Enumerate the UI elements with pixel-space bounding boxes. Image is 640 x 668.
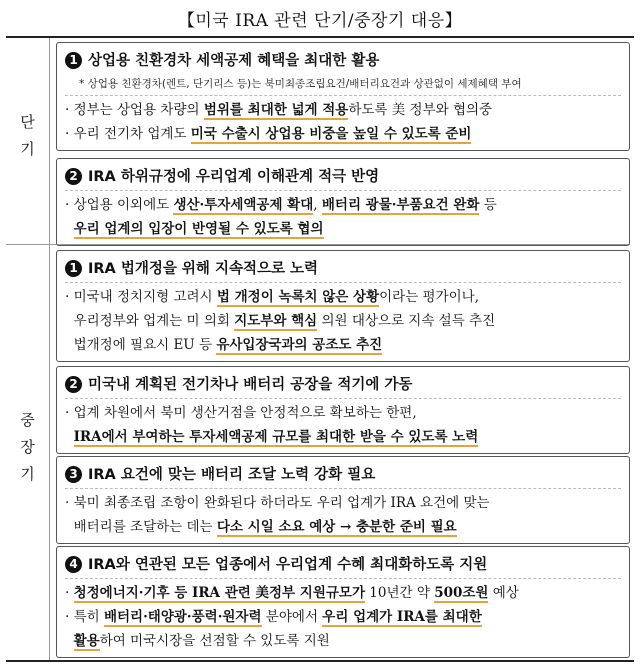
heading-text: IRA와 연관된 모든 업종에서 우리업계 수혜 최대화하도록 지원 bbox=[88, 557, 488, 573]
highlighted-text: 다소 시일 소요 예상 → 충분한 준비 필요 bbox=[216, 519, 457, 535]
bullet-text: · 정부는 상업용 차량의 bbox=[65, 102, 204, 118]
bullet-text bbox=[65, 221, 74, 237]
section-box bbox=[56, 250, 630, 362]
bullet-text: · 업계 차원에서 북미 생산거점을 안정적으로 확보하는 한편, bbox=[65, 405, 417, 421]
bullet-line bbox=[65, 581, 621, 605]
number-badge: 1 bbox=[65, 260, 82, 277]
section-heading bbox=[65, 463, 621, 484]
highlighted-text: 우리 업계의 입장이 반영될 수 있도록 협의 bbox=[73, 221, 324, 237]
highlighted-text: 배터리·태양광·풍력·원자력 bbox=[103, 609, 262, 625]
bullet-text: 10년간 약 bbox=[365, 585, 435, 601]
highlighted-text: 배터리 광물·부품요건 완화 bbox=[321, 197, 480, 213]
highlighted-text: 생산·투자세액공제 확대 bbox=[173, 197, 314, 213]
bullet-text: , bbox=[313, 197, 322, 213]
bullet-text: · 우리 전기차 업계도 bbox=[65, 126, 191, 142]
bullet-text: 법개정에 필요시 EU 등 bbox=[65, 337, 217, 353]
section-heading bbox=[65, 257, 621, 278]
heading-text: IRA 요건에 맞는 배터리 조달 노력 강화 필요 bbox=[88, 467, 376, 483]
bullet-text bbox=[65, 633, 74, 649]
heading-text: 미국내 계획된 전기차나 배터리 공장을 적기에 가동 bbox=[88, 377, 413, 393]
dashed-separator bbox=[65, 398, 621, 399]
bullet-line bbox=[65, 605, 621, 629]
highlighted-text: 미국 수출시 상업용 비중을 높일 수 있도록 준비 bbox=[190, 126, 472, 142]
bullet-text: 하도록 美 정부와 협의중 bbox=[348, 102, 493, 118]
bullet-text bbox=[65, 429, 74, 445]
bullet-line bbox=[65, 217, 621, 241]
bullet-line bbox=[65, 193, 621, 217]
bullet-line bbox=[65, 98, 621, 122]
section-heading bbox=[65, 49, 621, 70]
bullet-line bbox=[65, 491, 621, 515]
dashed-separator bbox=[65, 95, 621, 96]
highlighted-text: IRA에서 부여하는 투자세액공제 규모를 최대한 받을 수 있도록 노력 bbox=[73, 429, 479, 445]
bullet-line bbox=[65, 401, 621, 425]
section-box bbox=[56, 158, 630, 246]
bullet-text: 등 bbox=[479, 197, 497, 213]
mid-term-label: 중장기 bbox=[6, 245, 50, 660]
response-table bbox=[6, 36, 634, 662]
bullet-text: · 특히 bbox=[65, 609, 104, 625]
highlighted-text: 활용 bbox=[73, 633, 100, 649]
number-badge: 3 bbox=[65, 466, 82, 483]
bullet-line bbox=[65, 425, 621, 449]
bullet-text: · bbox=[65, 585, 74, 601]
number-badge: 1 bbox=[65, 52, 82, 69]
bullet-text: 우리정부와 업계는 미 의회 bbox=[65, 313, 235, 329]
highlighted-text: 500조원 bbox=[434, 585, 489, 601]
bullet-text: · 상업용 이외에도 bbox=[65, 197, 174, 213]
bullet-line bbox=[65, 285, 621, 309]
section-box bbox=[56, 456, 630, 544]
highlighted-text: 우리 업계가 IRA를 최대한 bbox=[322, 609, 482, 625]
bullet-text: 분야에서 bbox=[261, 609, 323, 625]
section-note: * 상업용 친환경차(렌트, 단기리스 등)는 북미최종조립요건/배터리요건과 상관없이 세제혜택 부여 bbox=[79, 78, 522, 90]
bullet-text: 하여 미국시장을 선점할 수 있도록 지원 bbox=[99, 633, 330, 649]
bullet-line bbox=[65, 309, 621, 333]
bullet-line bbox=[65, 333, 621, 357]
section-heading bbox=[65, 553, 621, 574]
dashed-separator bbox=[65, 578, 621, 579]
highlighted-text: 법 개정이 녹록치 않은 상황 bbox=[216, 289, 380, 305]
bullet-line bbox=[65, 515, 621, 539]
bullet-line bbox=[65, 629, 621, 653]
number-badge: 2 bbox=[65, 168, 82, 185]
heading-text: 상업용 친환경차 세액공제 혜택을 최대한 활용 bbox=[88, 53, 380, 69]
bullet-text: 예상 bbox=[488, 585, 519, 601]
bullet-text: 이라는 평가이나, bbox=[379, 289, 480, 305]
heading-text: IRA 법개정을 위해 지속적으로 노력 bbox=[88, 261, 319, 277]
section-box bbox=[56, 366, 630, 454]
number-badge: 4 bbox=[65, 556, 82, 573]
highlighted-text: 지도부와 핵심 bbox=[234, 313, 318, 329]
section-heading bbox=[65, 165, 621, 186]
highlighted-text: 유사입장국과의 공조도 추진 bbox=[216, 337, 383, 353]
page-title: 【미국 IRA 관련 단기/중장기 대응】 bbox=[177, 11, 463, 31]
bullet-text: 배터리를 조달하는 데는 bbox=[65, 519, 217, 535]
short-term-label: 단기 bbox=[6, 38, 50, 244]
dashed-separator bbox=[65, 190, 621, 191]
bullet-text: 의원 대상으로 지속 설득 추진 bbox=[317, 313, 496, 329]
section-heading bbox=[65, 373, 621, 394]
heading-text: IRA 하위규정에 우리업계 이해관계 적극 반영 bbox=[88, 169, 380, 185]
bullet-text: · 북미 최종조립 조항이 완화된다 하더라도 우리 업계가 IRA 요건에 맞는 bbox=[65, 495, 490, 511]
section-box bbox=[56, 42, 630, 151]
section-box bbox=[56, 546, 630, 658]
highlighted-text: 범위를 최대한 넓게 적용 bbox=[203, 102, 349, 118]
highlighted-text: 청정에너지·기후 등 IRA 관련 美정부 지원규모가 bbox=[73, 585, 365, 601]
bullet-line bbox=[65, 122, 621, 146]
number-badge: 2 bbox=[65, 376, 82, 393]
dashed-separator bbox=[65, 488, 621, 489]
dashed-separator bbox=[65, 282, 621, 283]
bullet-text: · 미국내 정치지형 고려시 bbox=[65, 289, 217, 305]
